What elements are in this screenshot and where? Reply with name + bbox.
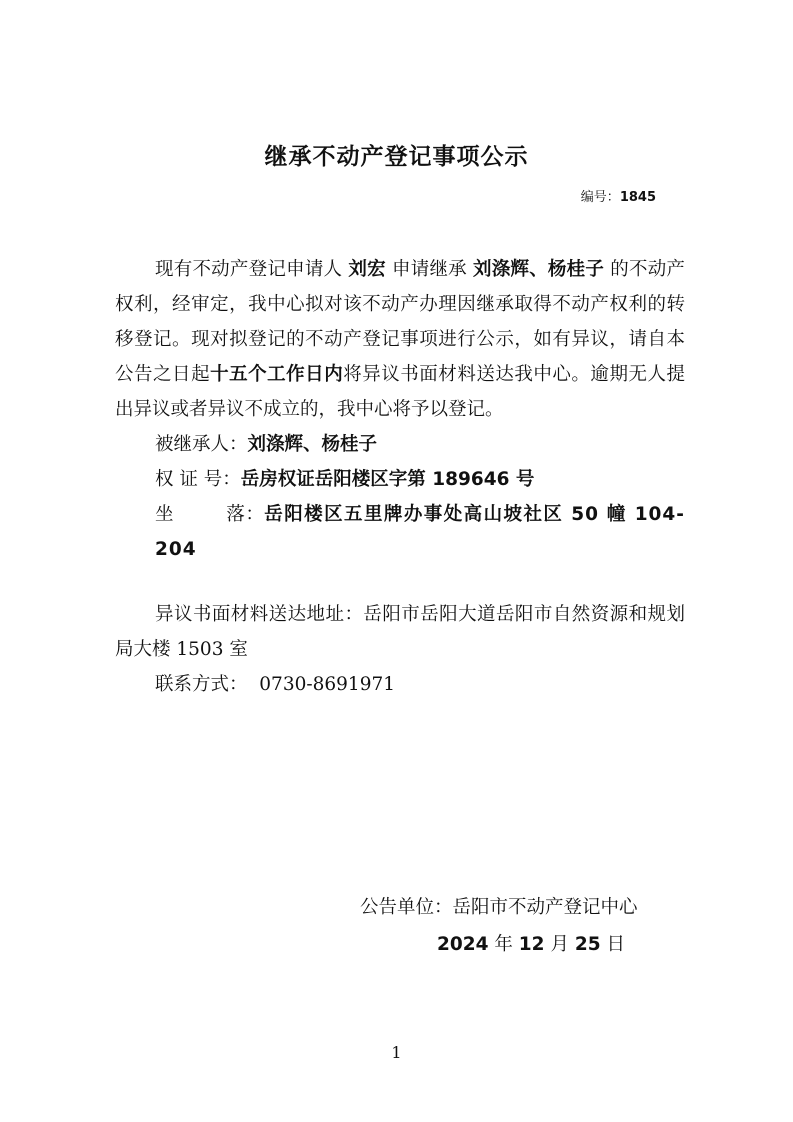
objection-period: 十五个工作日内 [210, 364, 344, 385]
decedent-names: 刘涤辉、杨桂子 [473, 259, 605, 280]
page-title: 继承不动产登记事项公示 [264, 144, 529, 170]
phone-label: 联系方式： [155, 674, 248, 695]
date-day: 25 [574, 934, 601, 955]
certificate-value: 岳房权证岳阳楼区字第 189646 号 [240, 469, 535, 490]
decedent-row [115, 427, 685, 462]
date-month: 12 [518, 934, 545, 955]
date-day-char: 日 [606, 934, 625, 955]
decedent-label: 被继承人： [155, 434, 248, 455]
address-paragraph: 异议书面材料送达地址：岳阳市岳阳大道岳阳市自然资源和规划局大楼 1503 室 [115, 604, 685, 660]
notice-body [115, 252, 685, 702]
location-value: 岳阳楼区五里牌办事处高山坡社区 50 幢 104-204 [155, 504, 685, 560]
document-number [581, 186, 656, 205]
spacer [115, 567, 685, 597]
location-row [115, 497, 685, 567]
issue-date [437, 930, 625, 956]
intro-paragraph [115, 252, 685, 427]
certificate-label: 权 证 号： [155, 469, 241, 490]
page-number: 1 [391, 1043, 402, 1062]
applicant-name: 刘宏 [348, 259, 386, 280]
location-label-a: 坐 [155, 504, 174, 525]
phone-row [115, 667, 685, 702]
phone-value: 0730-8691971 [259, 674, 396, 695]
date-year: 2024 [437, 934, 489, 955]
intro-text-1: 现有不动产登记申请人 [155, 259, 343, 280]
location-label-b: 落： [225, 504, 265, 525]
intro-text-3: 的不动产权利，经审定，我中心拟对该不动产办理因继承取得不动产权利的转移登记。现对拟登记的不动产登记事项进行公示，如有异议，请自本公告之日起 [115, 259, 685, 385]
decedent-value: 刘涤辉、杨桂子 [247, 434, 378, 455]
issuing-unit: 公告单位：岳阳市不动产登记中心 [360, 897, 638, 918]
document-number-value: 1845 [619, 190, 656, 205]
date-year-char: 年 [494, 934, 513, 955]
certificate-row [115, 462, 685, 497]
date-month-char: 月 [550, 934, 569, 955]
document-number-label: 编号： [580, 190, 620, 205]
intro-text-2: 申请继承 [391, 259, 467, 280]
intro-text-4: 将异议书面材料送达我中心。逾期无人提出异议或者异议不成立的，我中心将予以登记。 [115, 364, 685, 420]
